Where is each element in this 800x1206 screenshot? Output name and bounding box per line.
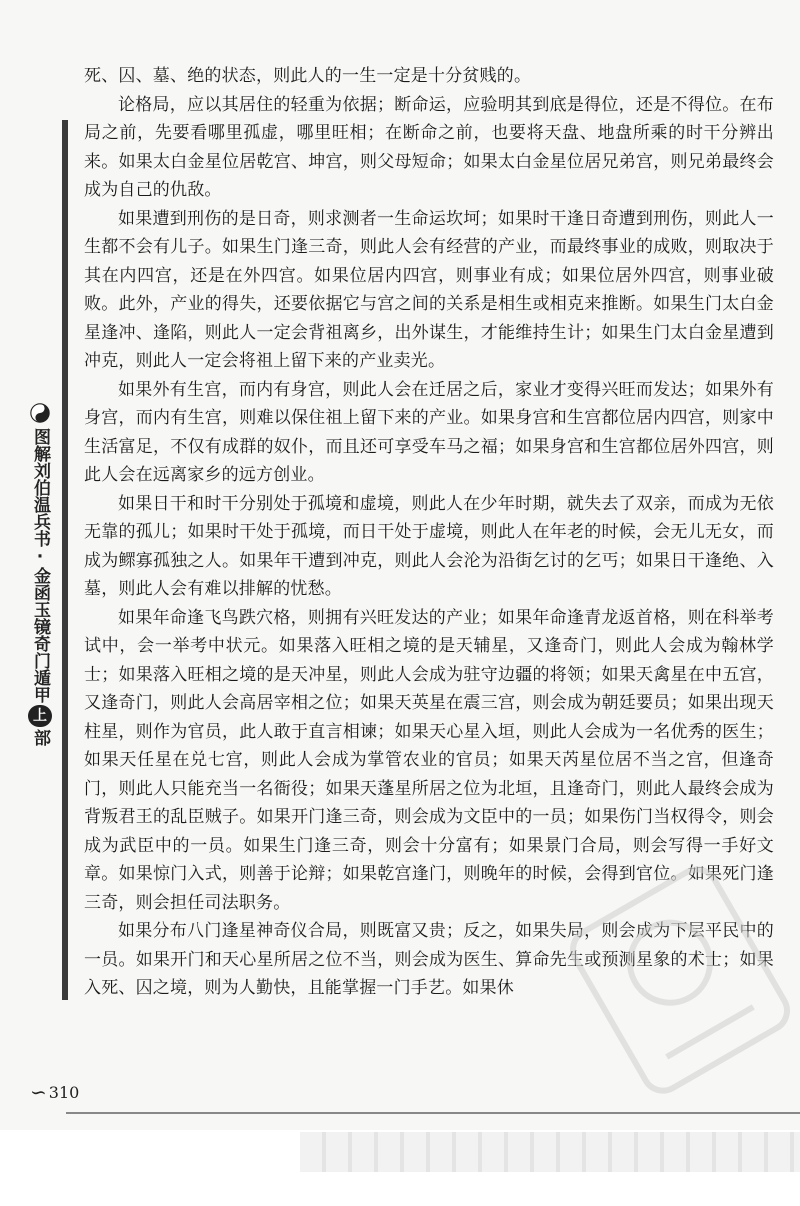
paragraph: 如果分布八门逢星神奇仪合局，则既富又贵；反之，如果失局，则会成为下层平民中的一员。如果开门和天心星所居之位不当，则会成为医生、算命先生或预测星象的术士；如果入死、囚之境，则为人勤快，且能掌握一门手艺。如果休	[84, 921, 774, 998]
page-number	[30, 1080, 79, 1104]
volume-badge	[28, 705, 52, 727]
paragraph: 论格局，应以其居住的轻重为依据；断命运，应验明其到底是得位，还是不得位。在布局之前，先要看哪里孤虚，哪里旺相；在断命之前，也要将天盘、地盘所乘的时干分辨出来。如果太白金星位居乾宫、坤宫，则父母短命；如果太白金星位居兄弟宫，则兄弟最终会成为自己的仇敌。	[84, 94, 774, 200]
paragraph: 死、囚、墓、绝的状态，则此人的一生一定是十分贫贱的。	[84, 66, 532, 86]
paragraph: 如果遭到刑伤的是日奇，则求测者一生命运坎坷；如果时干逢日奇遭到刑伤，则此人一生都不会有儿子。如果生门逢三奇，则此人会有经营的产业，而最终事业的成败，则取决于其在内四宫，还是在外四宫。如果位居内四宫，则事业有成；如果位居外四宫，则事业破败。此外，产业的得失，还要依据它与宫之间的关系是相生或相克来推断。如果生门太白金星逢冲、逢陷，则此人一定会背祖离乡，出外谋生，才能维持生计；如果生门太白金星遭到冲克，则此人一定会将祖上留下来的产业卖光。	[84, 208, 774, 371]
paragraph: 如果日干和时干分别处于孤境和虚境，则此人在少年时期，就失去了双亲，而成为无依无靠的孤儿；如果时干处于孤境，而日干处于虚境，则此人在年老的时候，会无儿无女，而成为鳏寡孤独之人。如果年干遭到冲克，则此人会沦为沿街乞讨的乞丐；如果日干逢绝、入墓，则此人会有难以排解的忧愁。	[84, 493, 774, 599]
swirl-ornament-icon: ∽	[30, 1080, 47, 1104]
margin-rule	[62, 120, 68, 1000]
volume-suffix: 部	[30, 729, 50, 746]
scan-artifact	[300, 1132, 800, 1172]
yin-yang-icon	[29, 402, 51, 424]
spine-label	[22, 402, 58, 746]
paragraph: 如果年命逢飞鸟跌穴格，则拥有兴旺发达的产业；如果年命逢青龙返首格，则在科举考试中，会一举考中状元。如果落入旺相之境的是天辅星，又逢奇门，则此人会成为翰林学士；如果落入旺相之境的是天冲星，则此人会成为驻守边疆的将领；如果天禽星在中五宫，又逢奇门，则此人会高居宰相之位；如果天英星在震三宫，则会成为朝廷要员；如果出现天柱星，则作为官员，此人敢于直言相谏；如果天心星入垣，则此人会成为一名优秀的医生；如果天任星在兑七宫，则此人会成为掌管农业的官员；如果天芮星位居不当之宫，但逢奇门，则此人只能充当一名衙役；如果天蓬星所居之位为北垣，且逢奇门，则此人最终会成为背叛君王的乱臣贼子。如果开门逢三奇，则会成为文臣中的一员；如果伤门当权得令，则会成为武臣中的一员。如果生门逢三奇，则会十分富有；如果景门合局，则会写得一手好文章。如果惊门入式，则善于论辩；如果乾宫逢门，则晚年的时候，会得到官位。如果死门逢三奇，则会担任司法职务。	[84, 607, 774, 913]
book-title: 图解刘伯温兵书·金函玉镜奇门遁甲	[30, 428, 50, 703]
paragraph: 如果外有生宫，而内有身宫，则此人会在迁居之后，家业才变得兴旺而发达；如果外有身宫，而内有生宫，则难以保住祖上留下来的产业。如果身宫和生宫都位居内四宫，则家中生活富足，不仅有成群的奴仆，而且还可享受车马之福；如果身宫和生宫都位居外四宫，则此人会在远离家乡的远方创业。	[84, 379, 774, 485]
watermark-stamp-icon	[560, 850, 800, 1110]
page-number-label: 310	[48, 1082, 80, 1102]
volume-badge-label: 上	[33, 708, 47, 724]
footer-rule	[66, 1112, 800, 1114]
